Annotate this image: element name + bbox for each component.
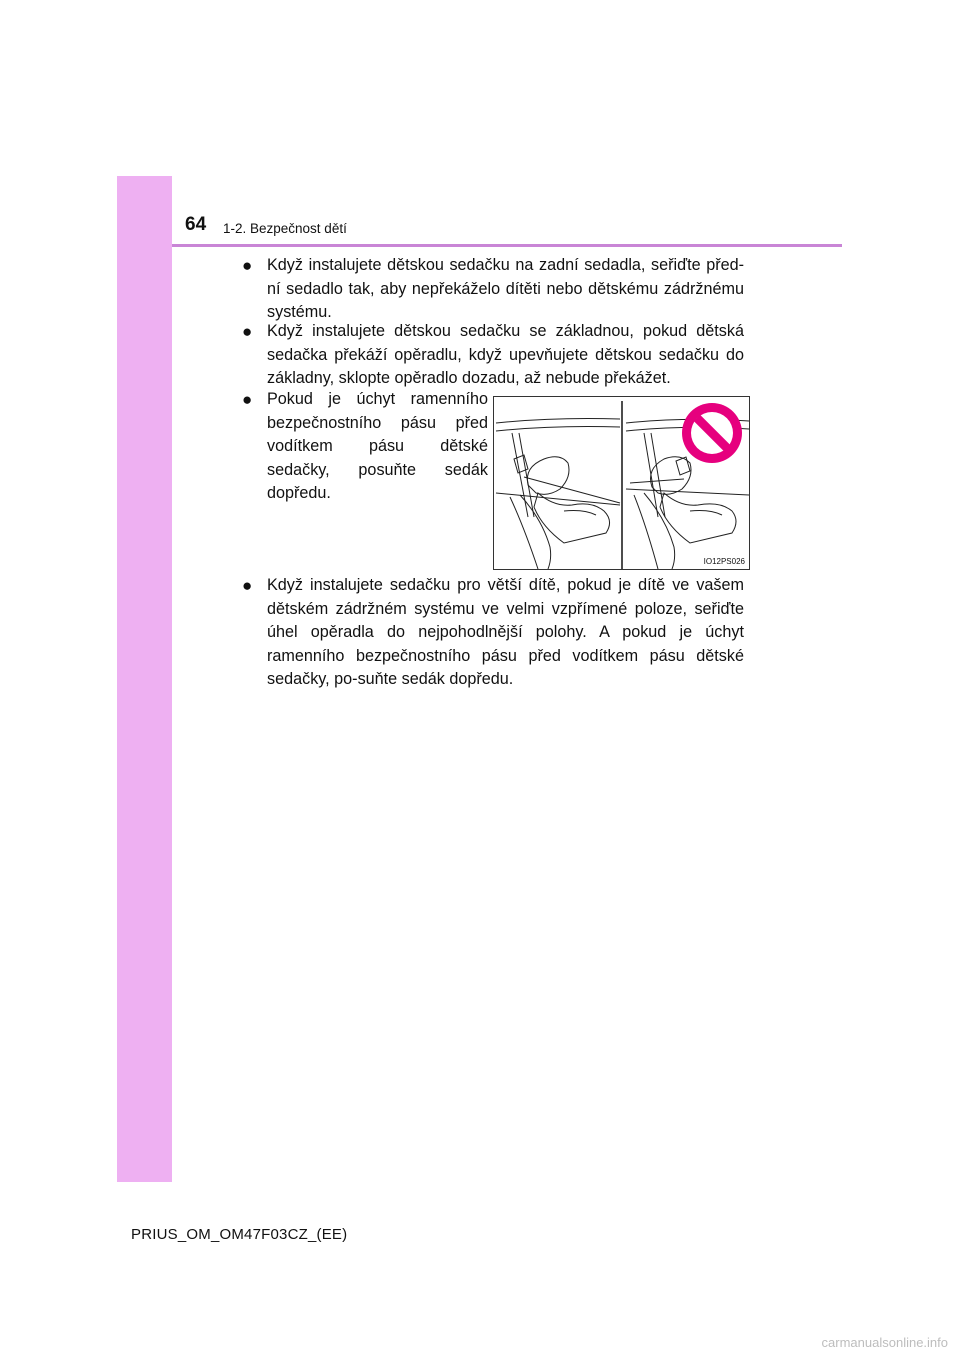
bullet-item: [242, 254, 744, 325]
bullet-icon: ●: [242, 322, 253, 341]
bullet-icon: ●: [242, 390, 253, 409]
bullet-item: [242, 320, 744, 391]
bullet-text: Když instalujete dětskou sedačku se základnou, pokud dětská sedačka překáží opěradlu, když upevňujete dětskou sedačku do základny, sklopte opěradlo dozadu, až nebude překážet.: [267, 322, 744, 387]
illustration-drawing: [494, 397, 750, 570]
bullet-text: Když instalujete dětskou sedačku na zadní sedadla, seřiďte před-ní sedadlo tak, aby nepřekáželo dítěti nebo dětskému zádržnému systému.: [267, 256, 744, 321]
section-title: 1-2. Bezpečnost dětí: [223, 221, 347, 236]
watermark-text: carmanualsonline.info: [821, 1335, 948, 1350]
seat-belt-illustration: [493, 396, 750, 570]
bullet-icon: ●: [242, 256, 253, 275]
figure-code: IO12PS026: [703, 557, 745, 566]
page-number: 64: [185, 214, 207, 235]
bullet-item: [242, 388, 488, 506]
bullet-text: Když instalujete sedačku pro větší dítě, pokud je dítě ve vašem dětském zádržném systému ve velmi vzpřímené poloze, seřiďte úhel opěradla do nejpohodlnější polohy. A pokud je úchyt ramenního bezpečnostního pásu před vodítkem pásu dětské sedačky, po-suňte sedák dopředu.: [267, 576, 744, 688]
chapter-sidebar: [117, 176, 172, 1182]
manual-footer: PRIUS_OM_OM47F03CZ_(EE): [131, 1226, 348, 1243]
bullet-text: Pokud je úchyt ramenního bezpečnostního pásu před vodítkem pásu dětské sedačky, posuňte sedák dopředu.: [267, 390, 488, 502]
bullet-item: [242, 574, 744, 692]
header-rule: [172, 244, 842, 247]
bullet-icon: ●: [242, 576, 253, 595]
